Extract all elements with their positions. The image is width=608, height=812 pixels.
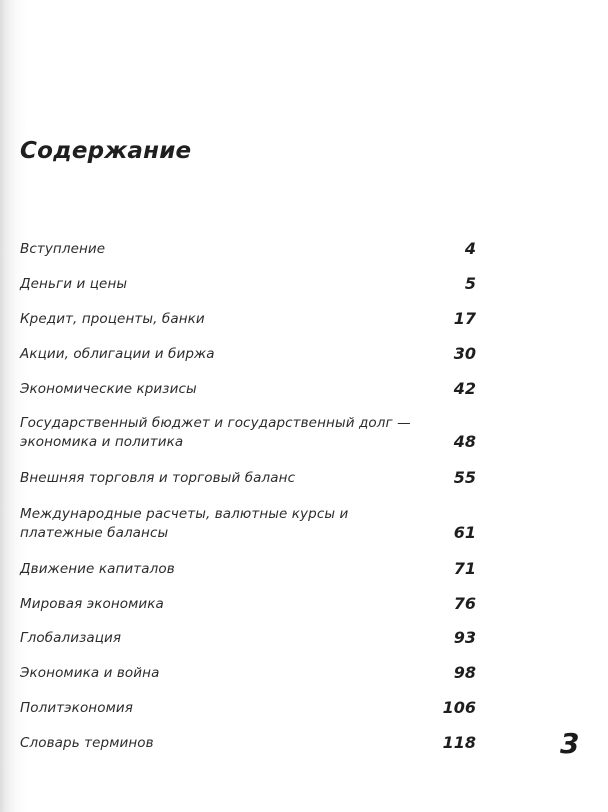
toc-entry[interactable] [20, 469, 476, 488]
toc-entry-title: Вступление [20, 241, 106, 257]
toc-entry-title: Экономические кризисы [20, 381, 197, 397]
toc-entry-title: Политэкономия [20, 700, 133, 716]
toc-entry-title: Внешняя торговля и торговый баланс [20, 470, 296, 486]
toc-entry-title: Деньги и цены [20, 276, 128, 292]
toc-entry[interactable] [20, 734, 476, 753]
toc-entry-title: Экономика и война [20, 665, 160, 681]
toc-entry-page: 5 [464, 274, 476, 293]
toc-entry-title: Глобализация [20, 630, 122, 646]
toc-entry[interactable] [20, 240, 476, 259]
toc-entry[interactable] [20, 595, 476, 614]
toc-entry[interactable] [20, 275, 476, 294]
toc-entry[interactable] [20, 380, 476, 399]
toc-entry-page: 42 [453, 379, 476, 398]
toc-entry-page: 61 [453, 523, 476, 542]
toc-entry[interactable] [20, 699, 476, 718]
toc-entry-page: 118 [442, 733, 476, 752]
toc-entry[interactable] [20, 505, 476, 543]
toc-entry-page: 30 [453, 344, 476, 363]
toc-entry-page: 4 [464, 239, 476, 258]
toc-entry-page: 76 [453, 594, 476, 613]
toc-entry-page: 93 [453, 628, 476, 647]
show-through-text [22, 34, 492, 64]
toc-entry[interactable] [20, 560, 476, 579]
toc-entry-page: 17 [453, 309, 476, 328]
page-title: Содержание [20, 138, 192, 164]
toc-entry-page: 71 [453, 559, 476, 578]
toc-entry-page: 48 [453, 432, 476, 451]
toc-entry[interactable] [20, 414, 476, 452]
toc-entry-title: Кредит, проценты, банки [20, 311, 205, 327]
toc-entry-page: 98 [453, 663, 476, 682]
page-number: 3 [560, 727, 580, 760]
toc-entry[interactable] [20, 345, 476, 364]
toc-entry-title: Международные расчеты, валютные курсы и платежные балансы [20, 506, 349, 541]
toc-entry-title: Движение капиталов [20, 561, 175, 577]
toc-entry[interactable] [20, 664, 476, 683]
toc-entry-title: Словарь терминов [20, 735, 154, 751]
toc-entry-title: Мировая экономика [20, 596, 164, 612]
toc-entry-title: Государственный бюджет и государственный долг — экономика и политика [20, 415, 411, 450]
toc-entry-title: Акции, облигации и биржа [20, 346, 215, 362]
toc-entry[interactable] [20, 629, 476, 648]
toc-entry-page: 55 [453, 468, 476, 487]
toc-entry[interactable] [20, 310, 476, 329]
toc-entry-page: 106 [442, 698, 476, 717]
